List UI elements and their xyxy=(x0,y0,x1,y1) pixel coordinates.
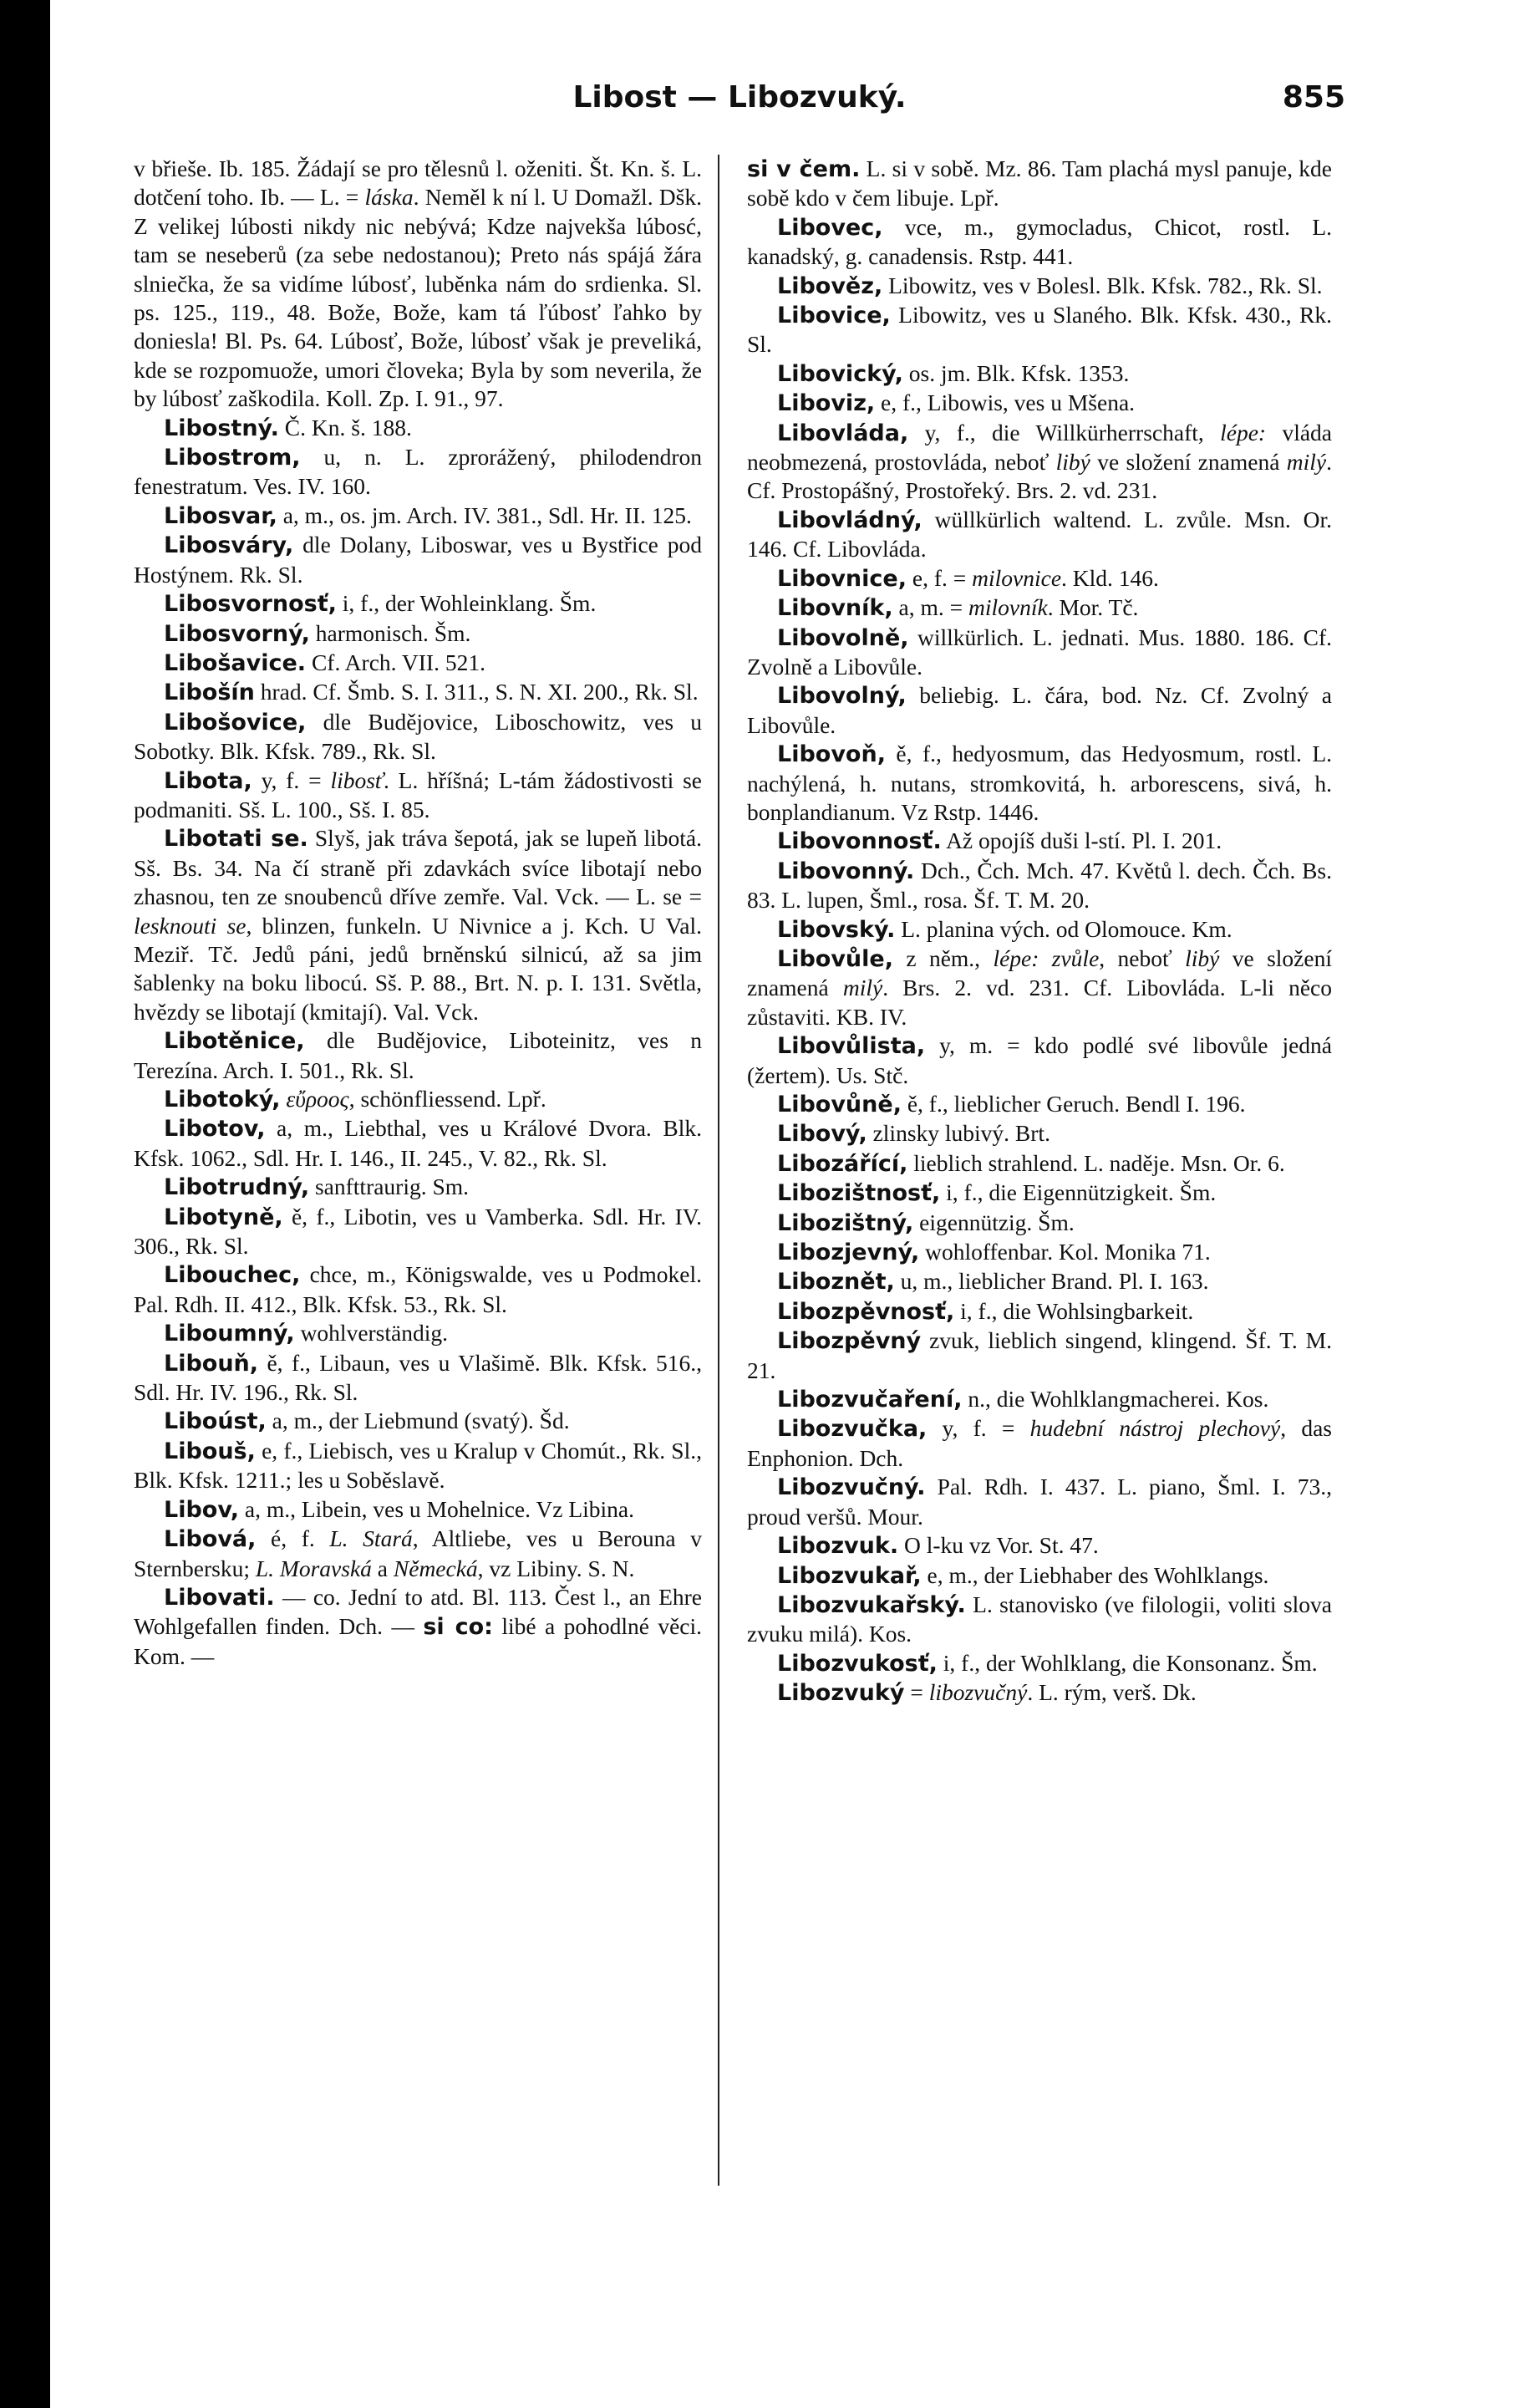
dictionary-entry xyxy=(747,506,1332,564)
dictionary-entry xyxy=(134,1173,702,1202)
entry-text: v břieše. Ib. 185. Žádají se pro tělesnů l. oženiti. Št. Kn. š. L. dotčení toho. Ib. — L. = xyxy=(134,155,702,211)
dictionary-entry xyxy=(747,301,1332,359)
headword: Libovůně, xyxy=(777,1092,902,1117)
headword: Libošín xyxy=(164,680,255,706)
headword: Libovec, xyxy=(777,214,883,241)
headword: Libovonnosť. xyxy=(777,828,942,855)
entry-text: Pal. Rdh. I. 437. L. piano, Šml. I. 73., proud veršů. Mour. xyxy=(747,1474,1332,1530)
entry-text: beliebig. L. čára, bod. Nz. Cf. Zvolný a Libovůle. xyxy=(747,682,1332,738)
dictionary-entry xyxy=(747,1473,1332,1531)
headword: Libovonný. xyxy=(777,858,915,884)
headword: Libotoký, xyxy=(164,1087,281,1112)
headword: Libověz, xyxy=(777,272,883,299)
headword: Libovnice, xyxy=(777,565,907,592)
entry-text: zlinsky lubivý. Brt. xyxy=(867,1120,1050,1147)
italic-text: εὔροος xyxy=(286,1086,349,1112)
entry-text: vláda neobmezená, prostovláda, neboť xyxy=(747,419,1332,476)
entry-text: dle Budějovice, Liboschowitz, ves u Sobotky. Blk. Kfsk. 789., Rk. Sl. xyxy=(134,708,702,765)
italic-text: L. Stará xyxy=(329,1525,413,1552)
dictionary-entry xyxy=(747,740,1332,827)
entry-text: é, f. xyxy=(256,1525,330,1552)
entry-text: e, f. = xyxy=(907,564,973,591)
entry-text: a, m., der Liebmund (svatý). Šd. xyxy=(266,1408,570,1434)
dictionary-entry xyxy=(747,827,1332,856)
dictionary-entry xyxy=(134,443,702,501)
dictionary-entry xyxy=(134,1525,702,1583)
column-divider xyxy=(718,155,719,2186)
headword: Libozjevný, xyxy=(777,1240,920,1266)
dictionary-entry xyxy=(747,1031,1332,1090)
italic-text: láska xyxy=(364,184,414,211)
entry-text: i, f., der Wohleinklang. Šm. xyxy=(336,590,597,617)
dictionary-entry xyxy=(134,766,702,825)
italic-text: libosť xyxy=(330,766,384,793)
entry-text: , das Enphonion. Dch. xyxy=(747,1415,1332,1471)
entry-text: ě, f., Libaun, ves u Vlašimě. Blk. Kfsk. 516., Sdl. Hr. IV. 196., Rk. Sl. xyxy=(134,1349,702,1406)
entry-text: wüllkürlich waltend. L. zvůle. Msn. Or. 146. Cf. Libovláda. xyxy=(747,506,1332,563)
dictionary-entry xyxy=(134,501,702,531)
headword: Libovolně, xyxy=(777,624,909,651)
headword: Libosvar, xyxy=(164,502,277,529)
headword: Libošovice, xyxy=(164,709,307,736)
entry-text: , neboť xyxy=(1099,944,1186,971)
page-number: 855 xyxy=(1282,80,1345,115)
dictionary-entry xyxy=(747,1385,1332,1414)
entry-text: . Cf. Prostopášný, Prostořeký. Brs. 2. vd. 231. xyxy=(747,449,1332,504)
entry-text: wohlverständig. xyxy=(294,1320,448,1347)
entry-text: chce, m., Königswalde, ves u Podmokel. Pal. Rdh. II. 412., Blk. Kfsk. 53., Rk. Sl. xyxy=(134,1261,702,1317)
entry-text: Libowitz, ves u Slaného. Blk. Kfsk. 430., Rk. Sl. xyxy=(747,302,1332,358)
entry-text: sanfttraurig. Sm. xyxy=(309,1173,470,1200)
headword: Libozvuký xyxy=(777,1680,905,1707)
italic-text: hudební nástroj plechový xyxy=(1029,1415,1281,1442)
dictionary-entry xyxy=(747,1561,1332,1591)
entry-text: . L. hříšná; L-tám žádostivosti se podmaniti. Sš. L. 100., Sš. I. 85. xyxy=(134,766,702,822)
entry-text: a, m., Libein, ves u Mohelnice. Vz Libina. xyxy=(239,1495,634,1522)
entry-text: y, f., die Willkürherrschaft, xyxy=(908,419,1221,445)
headword: Libozvukařský. xyxy=(777,1591,966,1618)
entry-text: Libowitz, ves v Bolesl. Blk. Kfsk. 782., Rk. Sl. xyxy=(882,272,1323,298)
entry-text: . Neměl k ní l. U Domažl. Dšk. Z velikej lúbosti nikdy nic nebývá; Kdze najvekša lúbosć, tam se nesеberů (za sebe nedostanou); Preto nás spájá žára slniečka, že sa vidíme lúbosť, luběnka nám do srdienka. Sl. ps. 125., 119., 48. Bože, Bože, kam tá ľúbosť ľahko by doniesla! Bl. Ps. 64. Lúbosť, Bože, lúbosť však je preveliká, kde se rozpomuože, umori človeka; Byla by som neverila, že by lúbosť zaškodila. Koll. Zp. I. 91., 97. xyxy=(134,184,702,412)
entry-text: y, f. = xyxy=(927,1415,1030,1442)
headword: Libotyně, xyxy=(164,1204,283,1230)
headword: Libovský. xyxy=(777,916,896,943)
dictionary-entry xyxy=(747,1119,1332,1148)
right-column xyxy=(747,155,1332,1708)
entry-text: ě, f., lieblicher Geruch. Bendl I. 196. xyxy=(901,1091,1246,1117)
entry-text: . Mor. Tč. xyxy=(1047,594,1139,621)
headword: Liboúst, xyxy=(164,1408,267,1435)
headword: Libovati. xyxy=(164,1584,275,1611)
headword: Libozvukosť, xyxy=(777,1650,938,1677)
dictionary-entry xyxy=(134,414,702,443)
dictionary-entry xyxy=(134,589,702,619)
headword: Libozvučka, xyxy=(777,1416,928,1443)
entry-text: L. planina vých. od Olomouce. Km. xyxy=(895,915,1233,942)
italic-text: milý xyxy=(1286,449,1327,476)
dictionary-entry xyxy=(747,1531,1332,1560)
headword: Liboznět, xyxy=(777,1269,895,1296)
entry-text: . Kld. 146. xyxy=(1061,564,1159,591)
headword: Libota, xyxy=(164,767,252,794)
italic-text: milovník xyxy=(968,594,1048,621)
entry-text: vce, m., gymocladus, Chicot, rostl. L. kanadský, g. canadensis. Rstp. 441. xyxy=(747,213,1332,270)
dictionary-entry xyxy=(747,1414,1332,1473)
entry-text: . Brs. 2. vd. 231. Cf. Libovláda. L-li něco zůstaviti. KB. IV. xyxy=(747,975,1333,1030)
italic-text: lépe: xyxy=(1220,419,1267,445)
dictionary-entry xyxy=(747,564,1332,593)
dictionary-entry xyxy=(134,1407,702,1436)
headword: Libosvornosť, xyxy=(164,591,337,618)
entry-text: . L. rým, verš. Dk. xyxy=(1027,1679,1197,1706)
entry-text: e, f., Libowis, ves u Mšena. xyxy=(875,389,1136,416)
headword: Libosváry, xyxy=(164,532,294,559)
dictionary-entry xyxy=(747,1326,1332,1385)
headword: Libouň, xyxy=(164,1350,259,1377)
dictionary-entry xyxy=(747,1649,1332,1678)
dictionary-entry xyxy=(747,359,1332,389)
dictionary-entry xyxy=(747,681,1332,740)
headword: Libozištný, xyxy=(777,1209,914,1236)
entry-text: L. stanovisko (ve filologii, voliti slova zvuku milá). Kos. xyxy=(747,1591,1332,1647)
entry-text: y, f. = xyxy=(252,766,331,793)
entry-text: , blinzen, funkeln. U Nivnice a j. Kch. U Val. Meziř. Tč. Jedů páni, jedů brněnskú silnicú, až sa jim šablenky na boku libocú. Sš. P. 88., Brt. N. p. I. 131. Světla, hvězdy se libotají (kmitají). Val. Vck. xyxy=(134,912,702,1025)
entry-text: i, f., der Wohlklang, die Konsonanz. Šm. xyxy=(937,1649,1318,1676)
entry-text: a, m., Liebthal, ves u Králové Dvora. Blk. Kfsk. 1062., Sdl. Hr. I. 146., II. 245., V. 82., Rk. Sl. xyxy=(134,1115,702,1171)
italic-text: lépe: zvůle xyxy=(993,944,1100,971)
dictionary-entry xyxy=(747,155,1332,213)
headword: Libošavice. xyxy=(164,649,307,676)
entry-text: O l-ku vz Vor. St. 47. xyxy=(898,1532,1099,1559)
headword: Libozvučaření, xyxy=(777,1387,963,1413)
headword: Libová, xyxy=(164,1526,257,1553)
dictionary-entry xyxy=(134,1026,702,1085)
entry-text: , Altliebe, ves u Berouna v Sternbersku; xyxy=(134,1525,702,1581)
dictionary-entry xyxy=(747,213,1332,272)
headword: Libovolný, xyxy=(777,683,907,710)
page-header xyxy=(134,80,1345,124)
entry-text: e, f., Liebisch, ves u Kralup v Chomút., Rk. Sl., Blk. Kfsk. 1211.; les u Soběslavě. xyxy=(134,1437,702,1494)
entry-text: a xyxy=(371,1555,394,1581)
entry-text: harmonisch. Šm. xyxy=(309,619,471,646)
italic-text: milý xyxy=(842,975,883,1001)
entry-text: hrad. Cf. Šmb. S. I. 311., S. N. XI. 200., Rk. Sl. xyxy=(254,679,699,705)
entry-text: i, f., die Eigennützigkeit. Šm. xyxy=(940,1179,1217,1206)
dictionary-entry xyxy=(747,272,1332,301)
headword: Libosvorný, xyxy=(164,620,310,647)
entry-text: e, m., der Liebhaber des Wohlklangs. xyxy=(921,1561,1269,1588)
dictionary-entry xyxy=(134,1437,702,1495)
dictionary-entry xyxy=(134,1114,702,1173)
left-column xyxy=(134,155,702,1671)
headword: Libovoň, xyxy=(777,741,886,768)
dictionary-entry xyxy=(747,1238,1332,1267)
dictionary-entry xyxy=(747,1209,1332,1238)
dictionary-entry xyxy=(747,1678,1332,1708)
entry-text: dle Dolany, Liboswar, ves u Bystřice pod Hostýnem. Rk. Sl. xyxy=(134,532,702,588)
headword: Libotov, xyxy=(164,1116,266,1143)
dictionary-entry xyxy=(134,531,702,589)
entry-text: Až opojíš duši l-stí. Pl. I. 201. xyxy=(941,827,1222,854)
dictionary-entry xyxy=(747,593,1332,623)
dictionary-entry xyxy=(747,1149,1332,1179)
dictionary-entry xyxy=(747,1267,1332,1296)
entry-text: libé a pohodlné věci. Kom. — xyxy=(134,1613,703,1669)
entry-text: Cf. Arch. VII. 521. xyxy=(306,649,485,675)
headword: Libostrom, xyxy=(164,445,301,471)
entry-text: y, m. = kdo podlé své libovůle jedná (žertem). Us. Stč. xyxy=(747,1032,1332,1088)
headword: Libovůle, xyxy=(777,945,893,972)
dictionary-entry xyxy=(134,1203,702,1261)
italic-text: lesknouti se xyxy=(134,912,247,939)
headword: Libostný. xyxy=(164,415,279,441)
headword: Libovník, xyxy=(777,595,893,622)
dictionary-entry xyxy=(134,1085,702,1114)
dictionary-entry xyxy=(134,1349,702,1408)
dictionary-entry xyxy=(134,1583,702,1671)
italic-text: libý xyxy=(1185,944,1220,971)
headword: Libovůlista, xyxy=(777,1033,926,1060)
dictionary-entry xyxy=(134,1319,702,1348)
dictionary-entry xyxy=(134,1260,702,1319)
headword: si co: xyxy=(423,1614,493,1641)
headword: Libovice, xyxy=(777,303,891,329)
italic-text: Německá xyxy=(393,1555,478,1581)
running-title: Libost — Libozvuký. xyxy=(572,80,907,115)
entry-text: Slyš, jak tráva šepotá, jak se lupeň libotá. Sš. Bs. 34. Na čí straně při zdavkách svíce libotají nebo zhasnou, ten ze snoubenců dříve zemře. Val. Vck. — L. se = xyxy=(134,825,702,910)
dictionary-entry xyxy=(747,944,1332,1031)
entry-text: ve složení znamená xyxy=(1090,449,1287,476)
dictionary-entry xyxy=(747,1591,1332,1649)
italic-text: milovnice xyxy=(972,564,1062,591)
headword: Libouš, xyxy=(164,1438,256,1464)
entry-text: a, m., os. jm. Arch. IV. 381., Sdl. Hr. II. 125. xyxy=(277,501,692,528)
entry-text: Č. Kn. š. 188. xyxy=(278,414,412,440)
entry-text: zvuk, lieblich singend, klingend. Šf. T. M. 21. xyxy=(747,1327,1332,1383)
headword: Libový, xyxy=(777,1121,867,1148)
entry-text: L. si v sobě. Mz. 86. Tam plachá mysl panuje, kde sobě kdo v čem libuje. Lpř. xyxy=(747,155,1332,211)
dictionary-entry xyxy=(134,824,702,1026)
entry-text: dle Budějovice, Liboteinitz, ves n Terezína. Arch. I. 501., Rk. Sl. xyxy=(134,1027,702,1083)
dictionary-entry xyxy=(134,678,702,707)
italic-text: libý xyxy=(1055,449,1090,476)
dictionary-entry xyxy=(747,389,1332,418)
entry-text: u, n. L. zprorážený, philodendron fenestratum. Ves. IV. 160. xyxy=(134,444,702,500)
headword: Libozářící, xyxy=(777,1150,908,1177)
dictionary-entry xyxy=(747,624,1332,682)
dictionary-entry xyxy=(134,155,702,414)
headword: Libozpěvný xyxy=(777,1328,922,1355)
entry-text: n., die Wohlklangmacherei. Kos. xyxy=(962,1386,1269,1413)
entry-text: — co. Jední to atd. Bl. 113. Čest l., an Ehre Wohlgefallen finden. Dch. — xyxy=(134,1583,702,1640)
headword: Libozvukař, xyxy=(777,1562,922,1589)
italic-text: libozvučný xyxy=(928,1679,1028,1706)
dictionary-entry xyxy=(747,1179,1332,1208)
entry-text: os. jm. Blk. Kfsk. 1353. xyxy=(902,359,1130,386)
dictionary-entry xyxy=(134,619,702,649)
dictionary-entry xyxy=(134,1495,702,1525)
entry-text: lieblich strahlend. L. naděje. Msn. Or. 6. xyxy=(907,1149,1285,1176)
headword: Libovládný, xyxy=(777,507,922,533)
headword: Libotati se. xyxy=(164,826,308,853)
headword: Libotěnice, xyxy=(164,1028,305,1055)
dictionary-entry xyxy=(747,419,1332,506)
italic-text: L. Moravská xyxy=(255,1555,372,1581)
entry-text: a, m. = xyxy=(892,594,968,621)
entry-text: z něm., xyxy=(892,944,994,971)
entry-text: = xyxy=(904,1679,929,1706)
headword: Libovický, xyxy=(777,360,903,387)
entry-text: ve složení znamená xyxy=(747,944,1332,1001)
dictionary-entry xyxy=(134,708,702,766)
entry-text: ě, f., Libotin, ves u Vamberka. Sdl. Hr. IV. 306., Rk. Sl. xyxy=(134,1203,702,1260)
entry-text: eigennützig. Šm. xyxy=(913,1209,1075,1235)
headword: Liboumný, xyxy=(164,1321,295,1347)
dictionary-entry xyxy=(747,915,1332,944)
dictionary-entry xyxy=(747,1090,1332,1119)
entry-text: , schönfliessend. Lpř. xyxy=(348,1086,546,1112)
dictionary-entry xyxy=(134,649,702,678)
entry-text: u, m., lieblicher Brand. Pl. I. 163. xyxy=(894,1268,1209,1295)
entry-text: willkürlich. L. jednati. Mus. 1880. 186. Cf. Zvolně a Libovůle. xyxy=(747,624,1332,680)
headword: Libotrudný, xyxy=(164,1174,310,1201)
headword: Libozvučný. xyxy=(777,1474,926,1501)
headword: Libozpěvnosť, xyxy=(777,1298,955,1325)
headword: Libozištnosť, xyxy=(777,1180,941,1207)
headword: Libozvuk. xyxy=(777,1533,899,1560)
headword: si v čem. xyxy=(747,156,861,182)
dictionary-page xyxy=(50,0,1540,2408)
entry-text: Dch., Čch. Mch. 47. Květů l. dech. Čch. Bs. 83. L. lupen, Šml., rosa. Šf. T. M. 20. xyxy=(747,857,1332,914)
headword: Libov, xyxy=(164,1496,239,1523)
headword: Liboviz, xyxy=(777,390,876,417)
entry-text: ě, f., hedyosmum, das Hedyosmum, rostl. L. nachýlená, h. nutans, stromkovitá, h. arborescens, sivá, h. bonplandianum. Vz Rstp. 1446. xyxy=(747,741,1332,825)
entry-text: , vz Libiny. S. N. xyxy=(477,1555,635,1581)
headword: Libovláda, xyxy=(777,420,909,446)
entry-text: i, f., die Wohlsingbarkeit. xyxy=(954,1297,1194,1324)
dictionary-entry xyxy=(747,1297,1332,1326)
headword: Libouchec, xyxy=(164,1262,301,1289)
dictionary-entry xyxy=(747,857,1332,915)
entry-text: wohloffenbar. Kol. Monika 71. xyxy=(919,1239,1211,1265)
